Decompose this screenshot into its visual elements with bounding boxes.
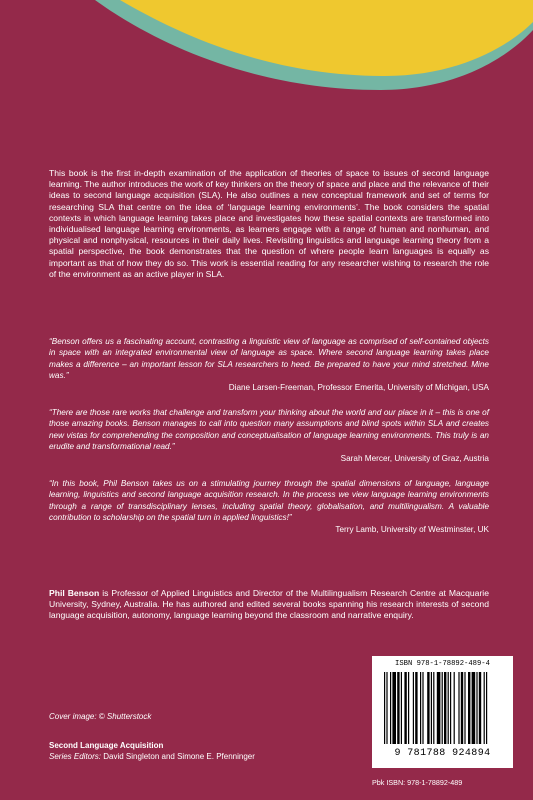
quote-attribution: Diane Larsen-Freeman, Professor Emerita, University of Michigan, USA (228, 382, 489, 392)
barcode-bar (454, 672, 455, 744)
barcode-bar (476, 672, 477, 744)
barcode-bar (422, 672, 423, 744)
barcode-bar (437, 672, 441, 744)
barcode-bar (390, 672, 391, 744)
barcode-bar (464, 672, 465, 744)
barcode-bar (420, 672, 421, 744)
barcode-bar (484, 672, 485, 744)
pbk-isbn: Pbk ISBN: 978-1-78892-489 (372, 778, 463, 787)
barcode (372, 656, 513, 768)
barcode-bar (486, 672, 487, 744)
quote-text: “In this book, Phil Benson takes us on a stimulating journey through the spatial dimensions of language, language learning, linguistics and second language acquisition research. In the process we view language learning environments through a range of transdisciplinary lenses, including spatial theory, globalisation, and multilingualism. A valuable contribution to scholarship on the spatial turn in applied linguistics!” (49, 479, 489, 523)
barcode-bar (442, 672, 443, 744)
endorsement-quote (49, 478, 489, 535)
series-info (49, 740, 255, 762)
book-description: This book is the first in-depth examination of the application of theories of space to issues of second language learning. The author introduces the work of key thinkers on the theory of space and place and the relevance of their ideas to second language acquisition (SLA). He also outlines a new conceptual framework and set of terms for researching SLA that centre on the idea of ‘language learning environments’. The book considers the spatial contexts in which language learning takes place and investigates how these spatial contexts are transformed into individualised language learning environments, as learners engage with a range of human and nonhuman, and physical and nonphysical, resources in their daily lives. Revisiting linguistics and language learning theory from a spatial perspective, the book demonstrates that the question of where people learn languages is equally as important as that of how they do so. This work is essential reading for any researcher wishing to research the role of the environment as an active player in SLA. (49, 168, 489, 279)
series-editors-names: David Singleton and Simone E. Pfenninger (101, 752, 255, 761)
quote-attribution: Sarah Mercer, University of Graz, Austria (340, 453, 489, 463)
barcode-bar (461, 672, 463, 744)
barcode-bar (431, 672, 432, 744)
barcode-bar (444, 672, 446, 744)
author-name: Phil Benson (49, 588, 100, 598)
barcode-bar (392, 672, 396, 744)
author-bio-text: is Professor of Applied Linguistics and Director of the Multilingualism Research Centre at Macquarie University, Sydney, Australia. He has authored and edited several books spanning his research interests of second language acquisition, autonomy, language learning beyond the classroom and narrative enquiry. (49, 588, 489, 621)
decorative-top-shapes (0, 0, 533, 120)
barcode-bar (384, 672, 385, 744)
series-name: Second Language Acquisition (49, 741, 164, 750)
endorsement-quote (49, 407, 489, 464)
barcode-digits: 9 781788 924894 (394, 748, 491, 759)
quote-attribution: Terry Lamb, University of Westminster, UK (335, 524, 489, 534)
cover-image-credit: Cover image: © Shutterstock (49, 712, 152, 721)
endorsement-quote (49, 336, 489, 393)
barcode-bar (448, 672, 449, 744)
author-bio (49, 588, 489, 622)
barcode-bar (413, 672, 414, 744)
quote-text: “There are those rare works that challenge and transform your thinking about the world and our place in it – this is one of those amazing books. Benson manages to call into question many assumptions and blind spots within SLA and creates new vistas for comprehending the composition and conceptualisation of language learning environments. This truly is an erudite and transformational read.” (49, 408, 489, 452)
barcode-bar (450, 672, 451, 744)
barcode-bar (401, 672, 402, 744)
quote-text: “Benson offers us a fascinating account, contrasting a linguistic view of language as comprised of self-contained objects in space with an integrated environmental view of language as space. Where second language learning takes place makes a difference – an important lesson for SLA researchers to heed. Be prepared to have your mind stretched. Mine was.” (49, 337, 489, 381)
barcode-bar (479, 672, 481, 744)
barcode-bar (468, 672, 470, 744)
series-editors-label: Series Editors: (49, 752, 102, 761)
series-editors (49, 751, 255, 762)
barcode-bar (408, 672, 409, 744)
barcode-bar (458, 672, 459, 744)
barcode-bar (386, 672, 387, 744)
barcode-bar (397, 672, 399, 744)
barcode-bars (382, 672, 503, 746)
barcode-bar (433, 672, 434, 744)
barcode-bar (472, 672, 476, 744)
barcode-bar (415, 672, 417, 744)
isbn-label: ISBN 978-1-78892-489-4 (395, 660, 490, 668)
barcode-bar (404, 672, 406, 744)
barcode-bar (427, 672, 429, 744)
